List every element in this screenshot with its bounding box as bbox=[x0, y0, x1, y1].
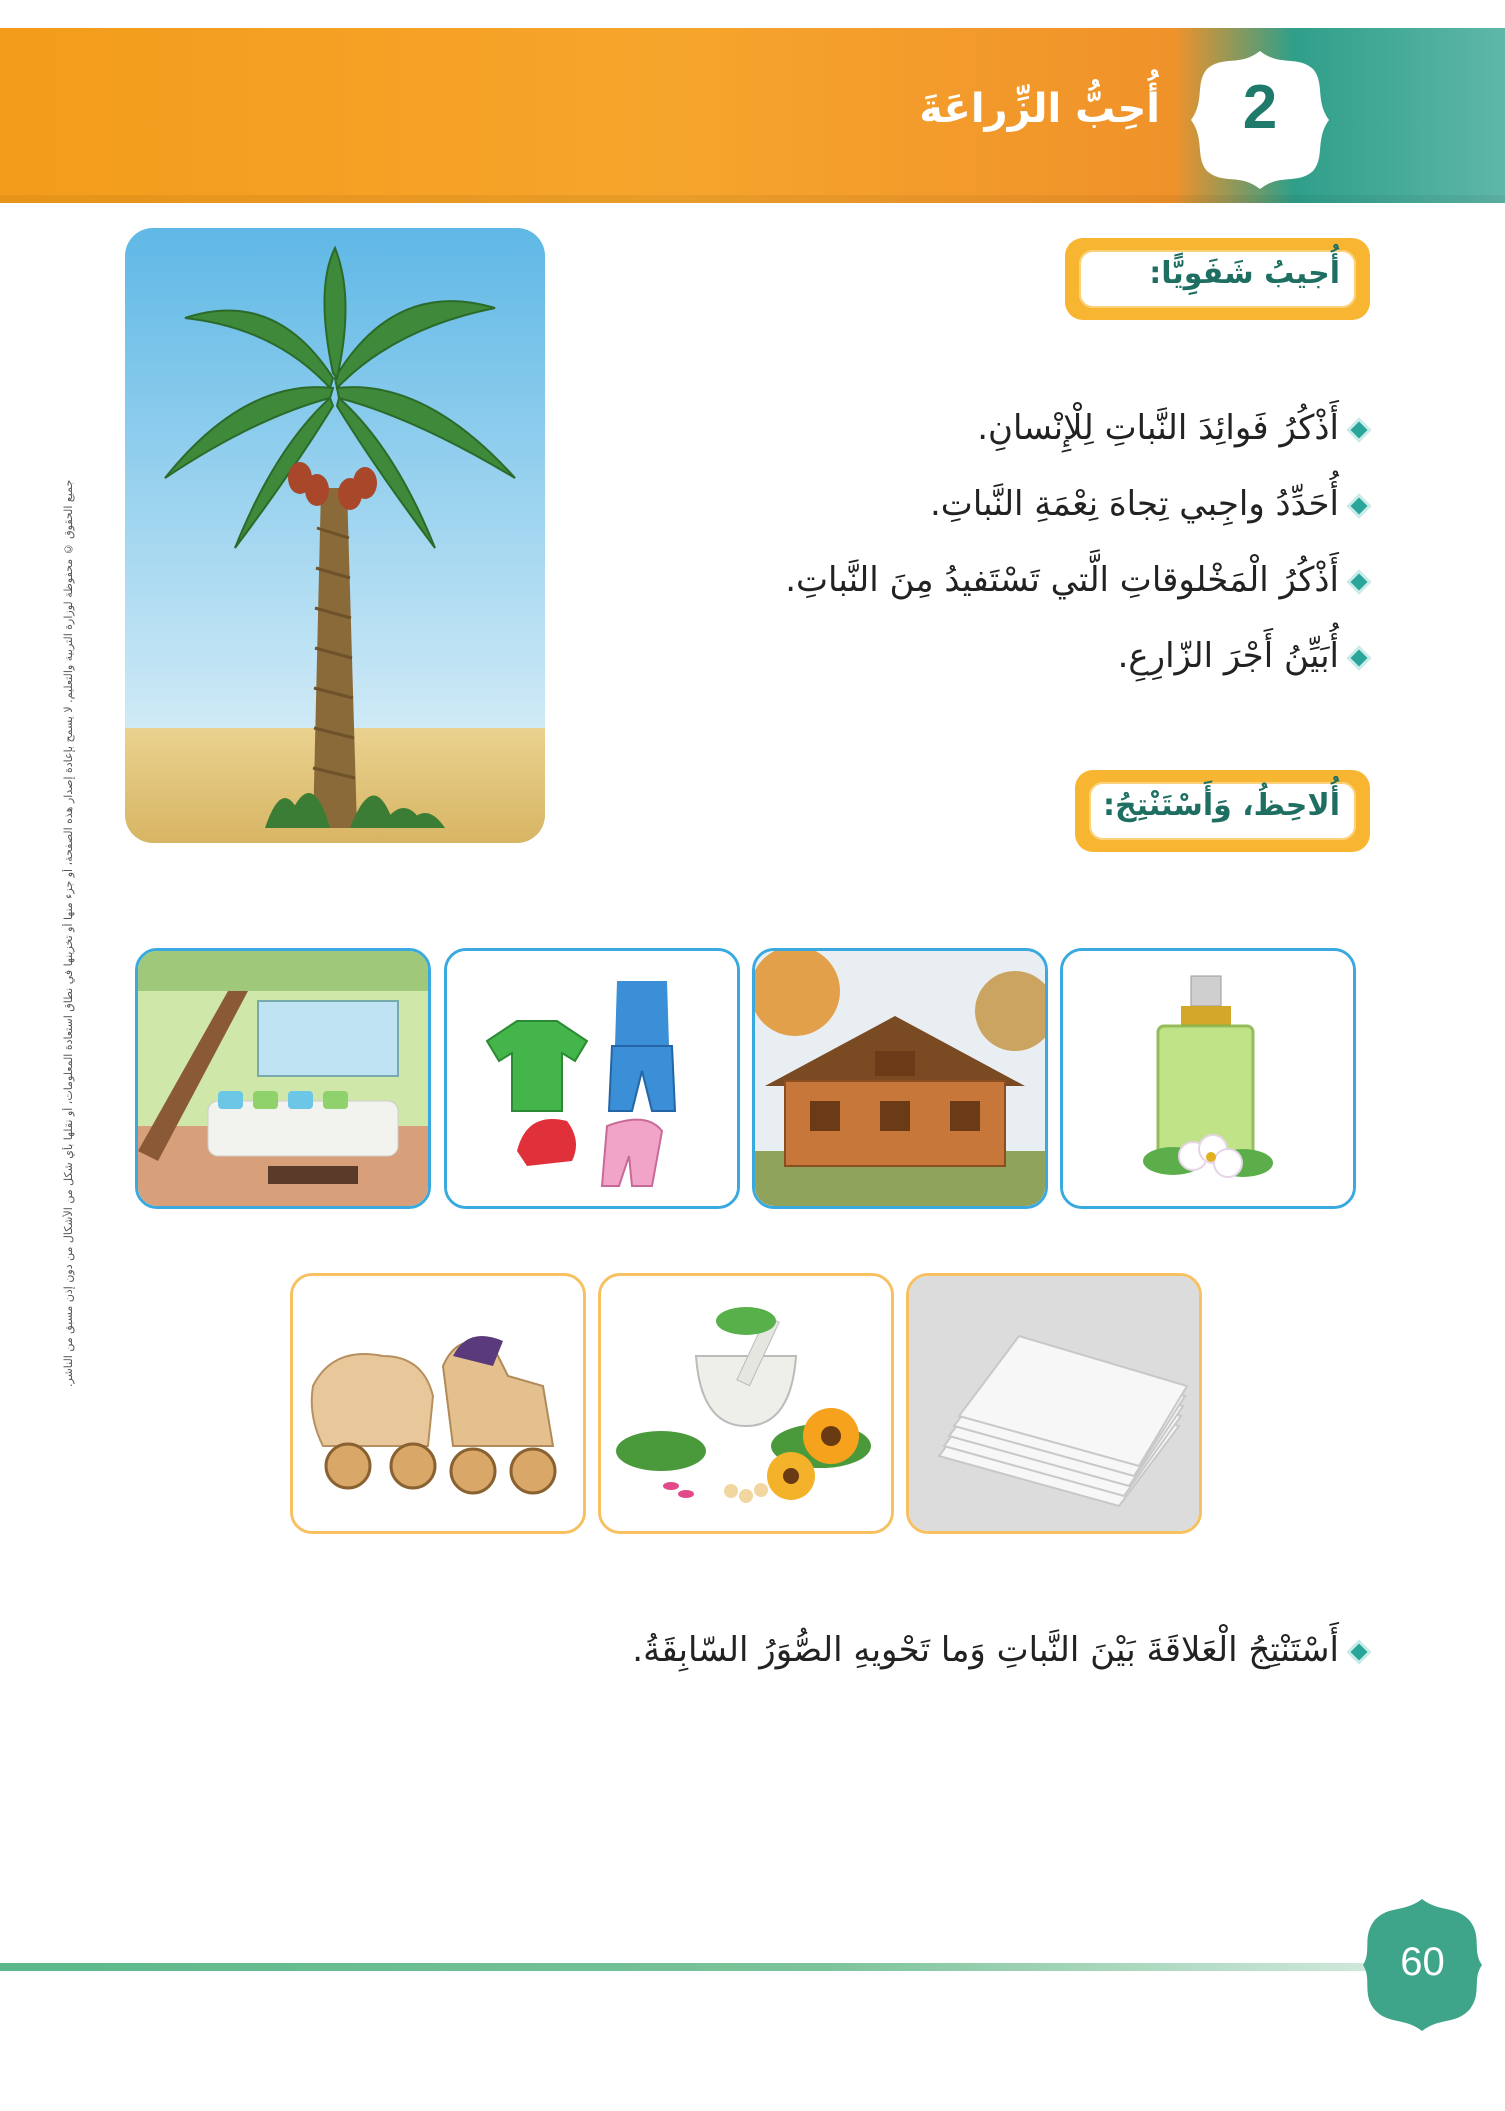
section-oral-header bbox=[1065, 238, 1370, 320]
section-oral-title: أُجيبُ شَفَوِيًّا: bbox=[1149, 256, 1340, 291]
wooden-house-photo bbox=[752, 948, 1048, 1209]
medicinal-herbs-photo bbox=[598, 1273, 894, 1534]
lesson-title: أُحِبُّ الزِّراعَةَ bbox=[919, 86, 1160, 132]
living-room-photo bbox=[135, 948, 431, 1209]
conclusion-question: أَسْتَنْتِجُ الْعَلاقَةَ بَيْنَ النَّباتِ وَما تَحْويهِ الصُّوَرُ السّابِقَةُ. bbox=[632, 1630, 1365, 1670]
page-number: 60 bbox=[1400, 1940, 1445, 1984]
bullet-icon bbox=[1351, 573, 1368, 590]
section-observe-header bbox=[1075, 770, 1370, 852]
footer-line bbox=[0, 1963, 1370, 1971]
paper-stack-photo bbox=[906, 1273, 1202, 1534]
section-observe-title: أُلاحِظُ، وَأَسْتَنْتِجُ: bbox=[1103, 788, 1340, 823]
oral-questions-list bbox=[785, 390, 1365, 694]
bullet-icon bbox=[1351, 649, 1368, 666]
palm-tree-illustration bbox=[125, 228, 545, 843]
perfume-photo bbox=[1060, 948, 1356, 1209]
bullet-icon bbox=[1351, 421, 1368, 438]
question-item: أُبَيِّنُ أَجْرَ الزّارِعِ. bbox=[785, 618, 1365, 694]
question-item: أَذْكُرُ الْمَخْلوقاتِ الَّتي تَسْتَفيدُ مِنَ النَّباتِ. bbox=[785, 542, 1365, 618]
copyright-note: جميع الحقوق © محفوظة لوزارة التربية والتعليم. لا يسمح بإعادة إصدار هذه الصفحة، أو جزء منها أو تخزينها في نطاق استعادة المعلومات، أو نقلها بأي شكل من الأشكال من دون إذن مسبق من الناشر. bbox=[62, 480, 75, 1388]
wooden-toys-photo bbox=[290, 1273, 586, 1534]
bullet-icon bbox=[1351, 1643, 1368, 1660]
question-item: أَذْكُرُ فَوائِدَ النَّباتِ لِلْإِنْسانِ. bbox=[785, 390, 1365, 466]
lesson-number: 2 bbox=[1242, 73, 1278, 142]
bullet-icon bbox=[1351, 497, 1368, 514]
clothes-photo bbox=[444, 948, 740, 1209]
question-item: أُحَدِّدُ واجِبي تِجاهَ نِعْمَةِ النَّباتِ. bbox=[785, 466, 1365, 542]
